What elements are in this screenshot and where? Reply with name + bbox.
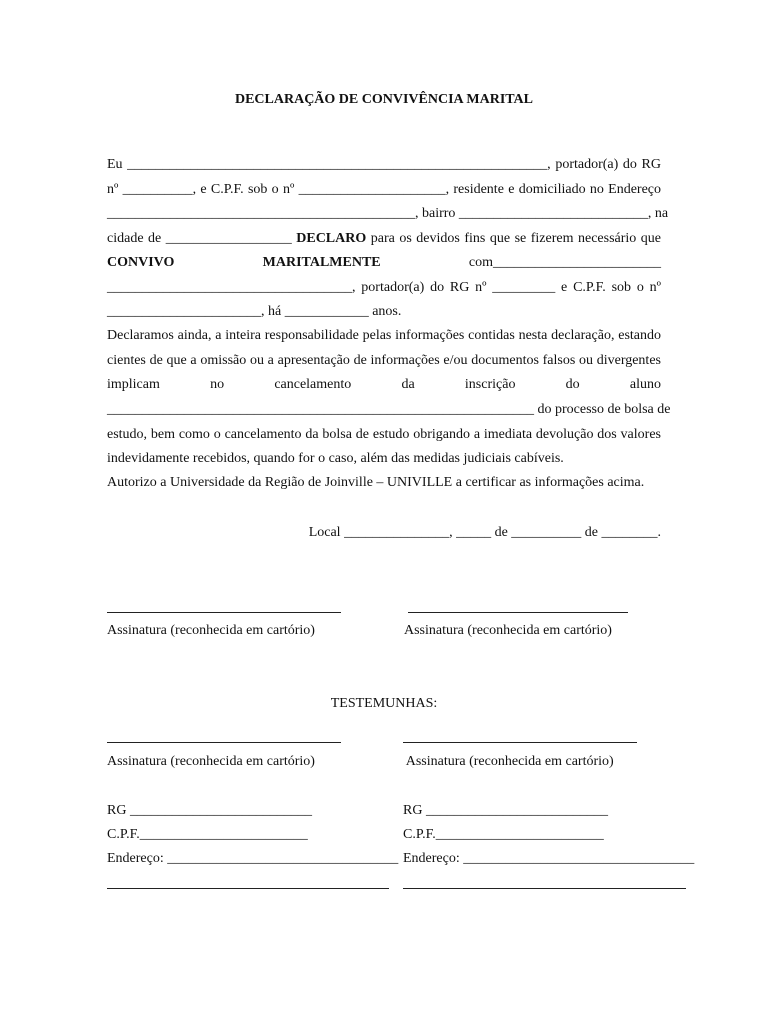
document-title: DECLARAÇÃO DE CONVIVÊNCIA MARITAL bbox=[234, 92, 534, 107]
witness-rg-right: RG __________________________ bbox=[403, 803, 608, 818]
paragraph-line-14: Autorizo a Universidade da Região de Joinville – UNIVILLE a certificar as informações acima. bbox=[107, 475, 645, 490]
local-date-line: Local _______________, _____ de __________ de ________. bbox=[308, 525, 661, 540]
witness-cpf-right: C.P.F.________________________ bbox=[403, 827, 604, 842]
paragraph-line-12: estudo, bem como o cancelamento da bolsa de estudo obrigando a imediata devolução dos valores bbox=[107, 427, 661, 442]
witness-cpf-left: C.P.F.________________________ bbox=[107, 827, 308, 842]
paragraph-line-5 bbox=[107, 255, 661, 271]
paragraph-line-10: implicam no cancelamento da inscrição do aluno bbox=[107, 377, 661, 392]
witness-endereco-right: Endereço: _________________________________ bbox=[403, 851, 695, 866]
declaro-keyword: DECLARO bbox=[296, 231, 367, 246]
paragraph-line-3: ____________________________________________, bairro ___________________________, na bbox=[107, 206, 669, 221]
paragraph-line-4 bbox=[107, 231, 661, 247]
signature-label-left: Assinatura (reconhecida em cartório) bbox=[107, 623, 315, 638]
witness-endereco-left: Endereço: _________________________________ bbox=[107, 851, 399, 866]
witness-address-line-left bbox=[107, 888, 389, 889]
witness-signature-line-left bbox=[107, 742, 341, 743]
paragraph-line-6: ___________________________________, portador(a) do RG nº _________ e C.P.F. sob o nº bbox=[107, 280, 661, 295]
paragraph-line-7: ______________________, há ____________ anos. bbox=[107, 304, 402, 319]
witness-address-line-right bbox=[403, 888, 686, 889]
paragraph-line-11: _____________________________________________________________ do processo de bolsa de bbox=[107, 402, 671, 417]
convivo-keyword: CONVIVO bbox=[107, 255, 175, 270]
witness-signature-label-left: Assinatura (reconhecida em cartório) bbox=[107, 754, 315, 769]
paragraph-line-2: nº __________, e C.P.F. sob o nº _____________________, residente e domiciliado no Endereço bbox=[107, 182, 661, 197]
signature-line-left bbox=[107, 612, 341, 613]
partner-text: com________________________ bbox=[468, 255, 661, 270]
signature-label-right: Assinatura (reconhecida em cartório) bbox=[404, 623, 612, 638]
declaro-rest-text: para os devidos fins que se fizerem necessário que bbox=[366, 231, 661, 246]
maritalmente-keyword: MARITALMENTE bbox=[262, 255, 381, 270]
paragraph-line-9: cientes de que a omissão ou a apresentação de informações e/ou documentos falsos ou divergentes bbox=[107, 353, 661, 368]
paragraph-line-8: Declaramos ainda, a inteira responsabilidade pelas informações contidas nesta declaração, estando bbox=[107, 328, 661, 343]
witness-signature-line-right bbox=[403, 742, 637, 743]
signature-line-right bbox=[408, 612, 628, 613]
testemunhas-heading: TESTEMUNHAS: bbox=[330, 696, 438, 711]
city-text: cidade de __________________ bbox=[107, 231, 297, 246]
paragraph-line-13: indevidamente recebidos, quando for o caso, além das medidas judiciais cabíveis. bbox=[107, 451, 564, 466]
witness-signature-label-right: Assinatura (reconhecida em cartório) bbox=[403, 754, 614, 769]
witness-rg-left: RG __________________________ bbox=[107, 803, 312, 818]
paragraph-line-1: Eu ____________________________________________________________, portador(a) do RG bbox=[107, 157, 661, 172]
